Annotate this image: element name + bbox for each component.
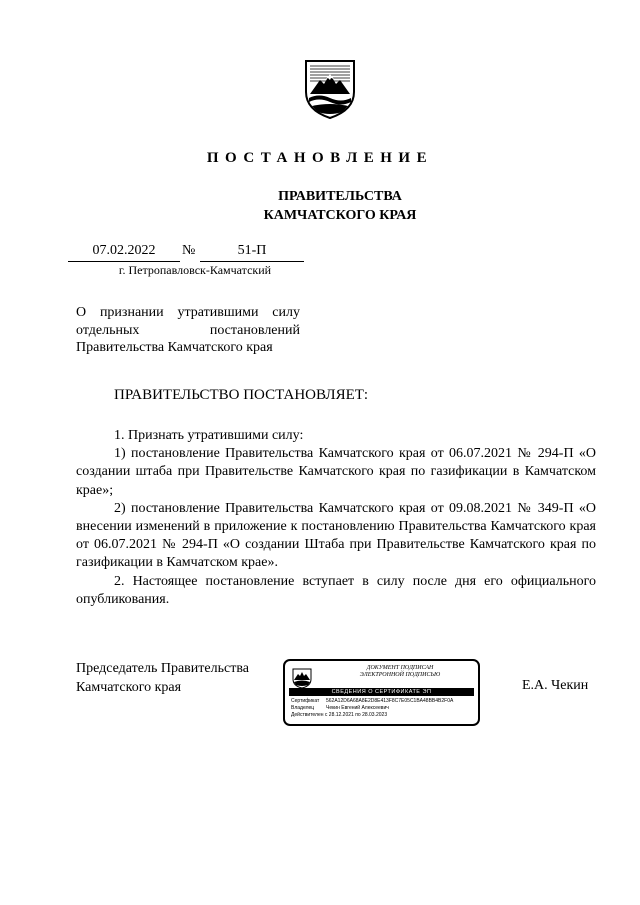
document-date: 07.02.2022: [92, 243, 156, 258]
stamp-certificate-bar: СВЕДЕНИЯ О СЕРТИФИКАТЕ ЭП: [289, 688, 474, 696]
issuing-organization: [0, 187, 640, 225]
electronic-signature-stamp: [283, 659, 480, 726]
number-underline: [200, 261, 304, 262]
document-city: г. Петропавловск-Камчатский: [118, 263, 272, 277]
position-line-1: Председатель Правительства: [76, 661, 249, 676]
paragraph-4: 2. Настоящее постановление вступает в силу после дня его официального опубликования.: [76, 573, 596, 607]
stamp-title-line-1: ДОКУМЕНТ ПОДПИСАН: [366, 665, 434, 671]
stamp-owner-value: Чекин Евгений Алексеевич: [326, 705, 389, 711]
signatory-name: Е.А. Чекин: [522, 678, 589, 693]
paragraph-3: 2) постановление Правительства Камчатского края от 09.08.2021 № 349-П «О внесении изменений в приложение к постановлению Правительства Камчатского края от 06.07.2021 № 294-П «О создании Штаба при Правительстве Камчатского края по газификации в Камчатском крае».: [76, 500, 596, 571]
org-line-1: ПРАВИТЕЛЬСТВА: [278, 189, 402, 204]
org-line-2: КАМЧАТСКОГО КРАЯ: [263, 208, 417, 223]
stamp-certificate-row: [291, 698, 476, 704]
stamp-cert-value: 562A12D6A68A8E2D8E413F8C7E05C1BA48BB4B2F0A: [326, 698, 454, 704]
stamp-title-line-2: ЭЛЕКТРОННОЙ ПОДПИСЬЮ: [359, 672, 441, 678]
signatory-position: [76, 660, 249, 697]
stamp-cert-key: Сертификат: [291, 698, 320, 704]
document-type-title: ПОСТАНОВЛЕНИЕ: [206, 150, 434, 166]
number-sign: №: [182, 243, 196, 258]
date-underline: [68, 261, 180, 262]
kamchatka-coat-of-arms-icon: [302, 58, 358, 120]
document-body: [76, 427, 596, 609]
document-number: 51-П: [237, 243, 267, 258]
stamp-emblem-icon: [291, 667, 313, 689]
document-subject: О признании утратившими силу отдельных постановлений Правительства Камчатского края: [76, 305, 300, 355]
paragraph-2: 1) постановление Правительства Камчатского края от 06.07.2021 № 294-П «О создании штаба при Правительстве Камчатского края по газификации в Камчатском крае»;: [76, 446, 596, 498]
stamp-validity-row: Действителен с 28.12.2021 по 28.03.2023: [291, 712, 388, 718]
stamp-title: [325, 665, 475, 679]
position-line-2: Камчатского края: [76, 679, 182, 695]
decrees-heading: ПРАВИТЕЛЬСТВО ПОСТАНОВЛЯЕТ:: [114, 387, 369, 403]
stamp-owner-row: [291, 705, 476, 711]
paragraph-1: 1. Признать утратившими силу:: [114, 428, 304, 443]
stamp-owner-key: Владелец: [291, 705, 315, 711]
